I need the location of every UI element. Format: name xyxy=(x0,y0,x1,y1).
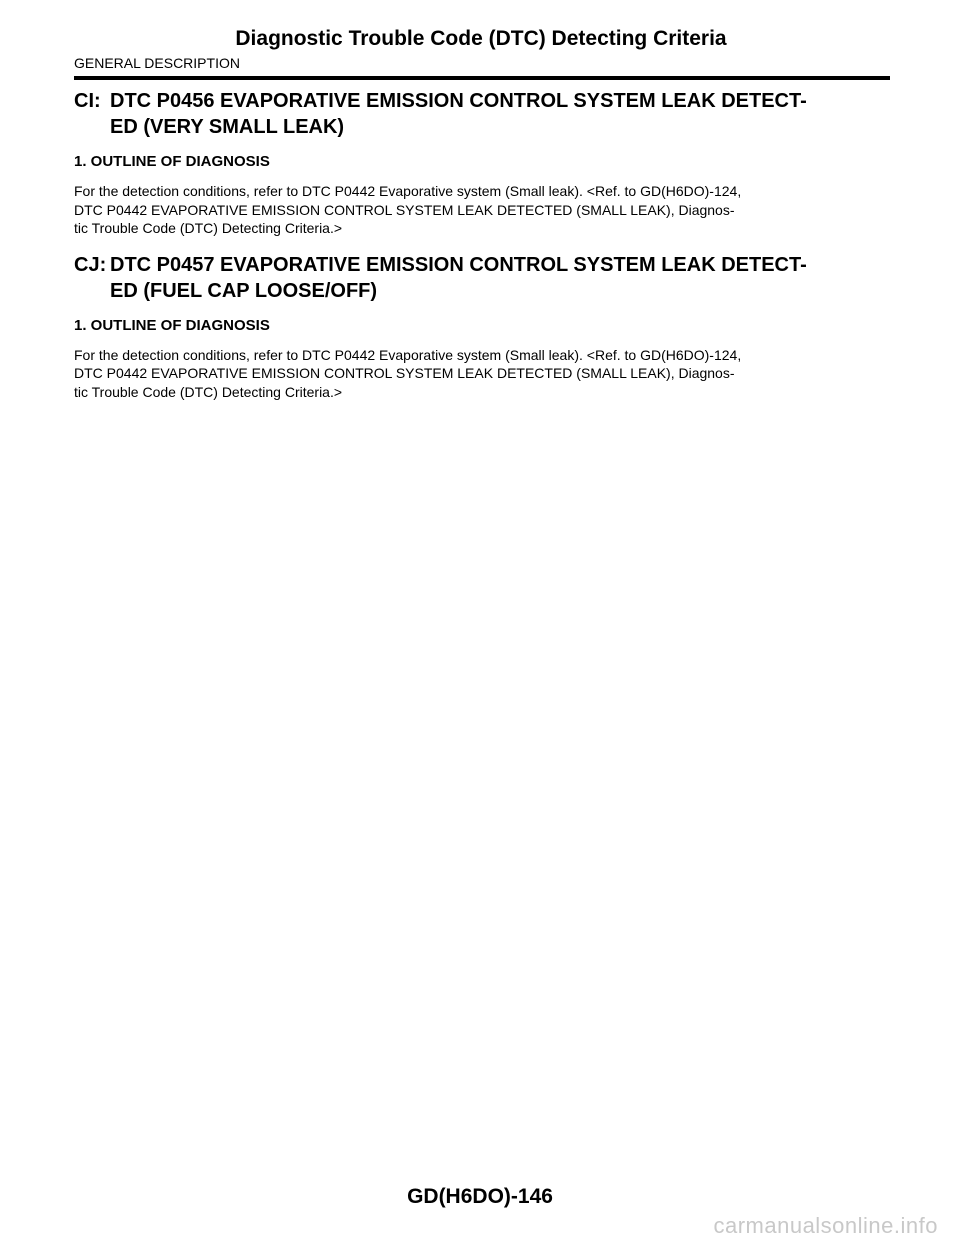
sub-heading: 1. OUTLINE OF DIAGNOSIS xyxy=(74,316,270,334)
section-code: CJ: xyxy=(74,253,107,276)
body-line: For the detection conditions, refer to DTC P0442 Evaporative system (Small leak). <Ref. to GD(H6DO)-124, xyxy=(74,183,742,199)
section-title xyxy=(74,88,886,140)
page-header xyxy=(74,26,888,80)
watermark: carmanualsonline.info xyxy=(713,1213,938,1238)
main-content xyxy=(74,88,886,415)
header-divider xyxy=(74,76,890,80)
section-title-line2: ED (VERY SMALL LEAK) xyxy=(110,116,345,138)
body-line: DTC P0442 EVAPORATIVE EMISSION CONTROL SYSTEM LEAK DETECTED (SMALL LEAK), Diagnos- xyxy=(74,365,735,381)
body-line: tic Trouble Code (DTC) Detecting Criteria.> xyxy=(74,220,343,236)
page-title: Diagnostic Trouble Code (DTC) Detecting Criteria xyxy=(235,27,727,50)
body-line: tic Trouble Code (DTC) Detecting Criteria.> xyxy=(74,383,343,400)
body-paragraph xyxy=(74,182,886,238)
page-subtitle: GENERAL DESCRIPTION xyxy=(74,55,240,71)
section-title-line2: ED (FUEL CAP LOOSE/OFF) xyxy=(110,279,378,302)
section-title-line1: DTC P0456 EVAPORATIVE EMISSION CONTROL SYSTEM LEAK DETECT- xyxy=(110,90,807,112)
sub-heading: 1. OUTLINE OF DIAGNOSIS xyxy=(74,153,270,170)
section-ci xyxy=(74,88,886,238)
body-paragraph xyxy=(74,346,886,402)
body-line: For the detection conditions, refer to DTC P0442 Evaporative system (Small leak). <Ref. to GD(H6DO)-124, xyxy=(74,346,742,363)
body-line: DTC P0442 EVAPORATIVE EMISSION CONTROL SYSTEM LEAK DETECTED (SMALL LEAK), Diagnos- xyxy=(74,201,735,218)
page-number: GD(H6DO)-146 xyxy=(407,1185,553,1208)
section-title xyxy=(74,252,886,304)
section-title-line1: DTC P0457 EVAPORATIVE EMISSION CONTROL SYSTEM LEAK DETECT- xyxy=(110,253,807,276)
section-code: CI: xyxy=(74,90,101,112)
section-cj xyxy=(74,252,886,402)
